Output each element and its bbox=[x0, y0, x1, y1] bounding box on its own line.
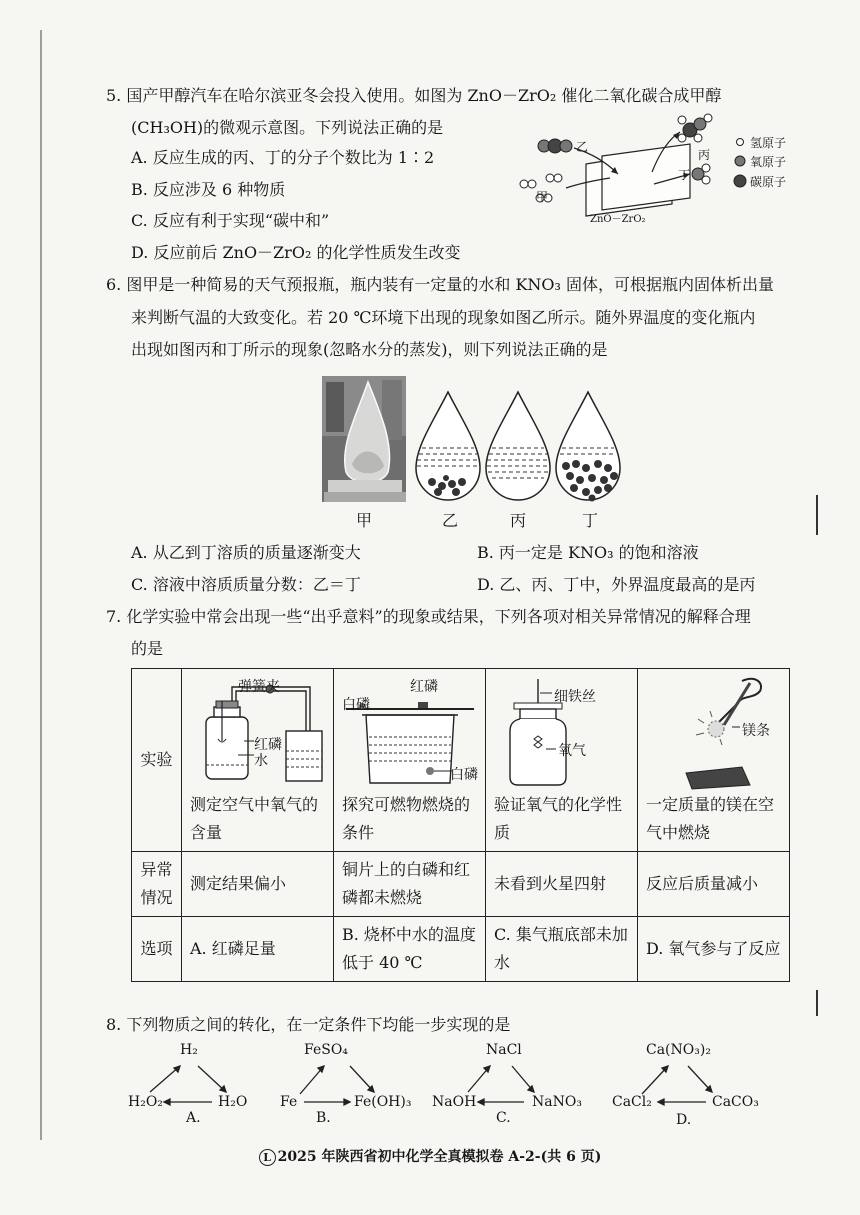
experiment-cell bbox=[334, 669, 486, 852]
abnormal-cell: 测定结果偏小 bbox=[182, 852, 334, 917]
apparatus-magnesium bbox=[646, 673, 781, 791]
q5-option-a: A. 反应生成的丙、丁的分子个数比为 1∶2 bbox=[131, 148, 435, 167]
experiment-caption: 测定空气中氧气的含量 bbox=[190, 795, 319, 842]
label-bing: 丙 bbox=[698, 148, 711, 162]
q6-option-b: B. 丙一定是 KNO₃ 的饱和溶液 bbox=[477, 543, 699, 562]
q6-option-c: C. 溶液中溶质质量分数：乙＝丁 bbox=[131, 575, 361, 594]
scheme-b-label: B. bbox=[316, 1110, 331, 1126]
q5-option-b: B. 反应涉及 6 种物质 bbox=[131, 180, 286, 199]
table-row bbox=[132, 852, 790, 917]
scan-mark bbox=[816, 990, 818, 1016]
experiment-cell bbox=[486, 669, 638, 852]
q7-stem-line2: 的是 bbox=[131, 639, 164, 658]
catalyst-label: ZnO－ZrO₂ bbox=[590, 214, 646, 225]
abnormal-cell: 反应后质量减小 bbox=[638, 852, 790, 917]
label-white-phosphorus: 白磷 bbox=[450, 767, 478, 783]
footer-badge: L bbox=[259, 1149, 276, 1166]
apparatus-iron-wire bbox=[494, 673, 629, 791]
scheme-a-left: H₂O₂ bbox=[128, 1094, 163, 1110]
page-footer bbox=[0, 1146, 860, 1166]
q6-stem-line2: 来判断气温的大致变化。若 20 ℃环境下出现的现象如图乙所示。随外界温度的变化瓶内 bbox=[131, 308, 756, 327]
q7-experiment-table bbox=[131, 668, 790, 982]
q6-option-d: D. 乙、丙、丁中，外界温度最高的是丙 bbox=[477, 575, 756, 594]
footer-text: 2025 年陕西省初中化学全真模拟卷 A-2-(共 6 页) bbox=[277, 1149, 602, 1165]
weather-bottle-image bbox=[322, 376, 406, 502]
table-row bbox=[132, 669, 790, 852]
row-header-abnormal: 异常情况 bbox=[132, 852, 182, 917]
abnormal-cell: 铜片上的白磷和红磷都未燃烧 bbox=[334, 852, 486, 917]
label-magnesium-strip: 镁条 bbox=[742, 723, 770, 739]
q6-stem-line1: 6. 图甲是一种简易的天气预报瓶，瓶内装有一定量的水和 KNO₃ 固体，可根据瓶内固体析出量 bbox=[106, 275, 775, 294]
option-cell: D. 氧气参与了反应 bbox=[638, 917, 790, 982]
q8-schemes bbox=[128, 1042, 808, 1132]
label-jia: 甲 bbox=[536, 190, 549, 204]
experiment-cell bbox=[638, 669, 790, 852]
scheme-b-left: Fe bbox=[280, 1094, 298, 1110]
scheme-a-label: A. bbox=[186, 1110, 201, 1126]
row-header-experiment: 实验 bbox=[132, 669, 182, 852]
weather-bottle-photo bbox=[322, 376, 406, 502]
scheme-d-left: CaCl₂ bbox=[612, 1094, 652, 1110]
label-red-phosphorus: 红磷 bbox=[254, 737, 282, 753]
experiment-cell bbox=[182, 669, 334, 852]
label-iron-wire: 细铁丝 bbox=[554, 689, 596, 705]
table-row bbox=[132, 917, 790, 982]
apparatus-oxygen-content bbox=[190, 673, 325, 791]
solution-drops bbox=[410, 390, 620, 504]
option-cell: A. 红磷足量 bbox=[182, 917, 334, 982]
label-spring-clamp: 弹簧夹 bbox=[238, 679, 280, 695]
q7-stem-line1: 7. 化学实验中常会出现一些“出乎意料”的现象或结果，下列各项对相关异常情况的解释合理 bbox=[106, 607, 751, 626]
scheme-d-label: D. bbox=[676, 1112, 692, 1128]
scan-mark bbox=[816, 495, 818, 535]
scheme-d-right: CaCO₃ bbox=[712, 1094, 759, 1110]
legend-oxygen: 氧原子 bbox=[750, 155, 787, 169]
scheme-c-right: NaNO₃ bbox=[532, 1094, 582, 1110]
scheme-a-right: H₂O bbox=[218, 1094, 248, 1110]
label-red-phosphorus: 红磷 bbox=[410, 679, 438, 695]
label-water: 水 bbox=[254, 753, 268, 769]
row-header-option: 选项 bbox=[132, 917, 182, 982]
figure-label-yi: 乙 bbox=[442, 511, 459, 530]
figure-label-jia: 甲 bbox=[356, 511, 373, 530]
experiment-caption: 探究可燃物燃烧的条件 bbox=[342, 795, 471, 842]
label-oxygen: 氧气 bbox=[558, 743, 586, 759]
scheme-a-top: H₂ bbox=[180, 1042, 198, 1058]
q5-stem-line1: 5. 国产甲醇汽车在哈尔滨亚冬会投入使用。如图为 ZnO－ZrO₂ 催化二氧化碳合成甲醇 bbox=[106, 86, 722, 105]
scheme-d-top: Ca(NO₃)₂ bbox=[646, 1042, 711, 1058]
legend-carbon: 碳原子 bbox=[750, 175, 787, 189]
q5-micro-diagram bbox=[514, 112, 814, 224]
q5-option-c: C. 反应有利于实现“碳中和” bbox=[131, 211, 330, 230]
scheme-c-left: NaOH bbox=[432, 1094, 477, 1110]
scheme-b-right: Fe(OH)₃ bbox=[354, 1094, 412, 1110]
label-white-phosphorus: 白磷 bbox=[342, 697, 370, 713]
q6-stem-line3: 出现如图丙和丁所示的现象(忽略水分的蒸发)，则下列说法正确的是 bbox=[131, 340, 608, 359]
scheme-c-label: C. bbox=[496, 1110, 511, 1126]
scheme-c-top: NaCl bbox=[486, 1042, 522, 1058]
figure-label-bing: 丙 bbox=[510, 511, 527, 530]
q5-stem-line2: (CH₃OH)的微观示意图。下列说法正确的是 bbox=[131, 118, 444, 137]
q5-option-d: D. 反应前后 ZnO－ZrO₂ 的化学性质发生改变 bbox=[131, 243, 461, 262]
apparatus-combustion-conditions bbox=[342, 673, 477, 791]
option-cell: B. 烧杯中水的温度低于 40 ℃ bbox=[334, 917, 486, 982]
experiment-caption: 验证氧气的化学性质 bbox=[494, 795, 623, 842]
abnormal-cell: 未看到火星四射 bbox=[486, 852, 638, 917]
label-yi: 乙 bbox=[576, 140, 589, 154]
drops-image bbox=[410, 390, 640, 504]
binding-margin-line bbox=[40, 30, 42, 1140]
q6-option-a: A. 从乙到丁溶质的质量逐渐变大 bbox=[131, 543, 361, 562]
label-ding: 丁 bbox=[678, 168, 691, 182]
experiment-caption: 一定质量的镁在空气中燃烧 bbox=[646, 795, 775, 842]
q8-stem: 8. 下列物质之间的转化，在一定条件下均能一步实现的是 bbox=[106, 1015, 511, 1034]
figure-label-ding: 丁 bbox=[582, 511, 599, 530]
option-cell: C. 集气瓶底部未加水 bbox=[486, 917, 638, 982]
legend-hydrogen: 氢原子 bbox=[750, 136, 787, 150]
scheme-b-top: FeSO₄ bbox=[304, 1042, 348, 1058]
